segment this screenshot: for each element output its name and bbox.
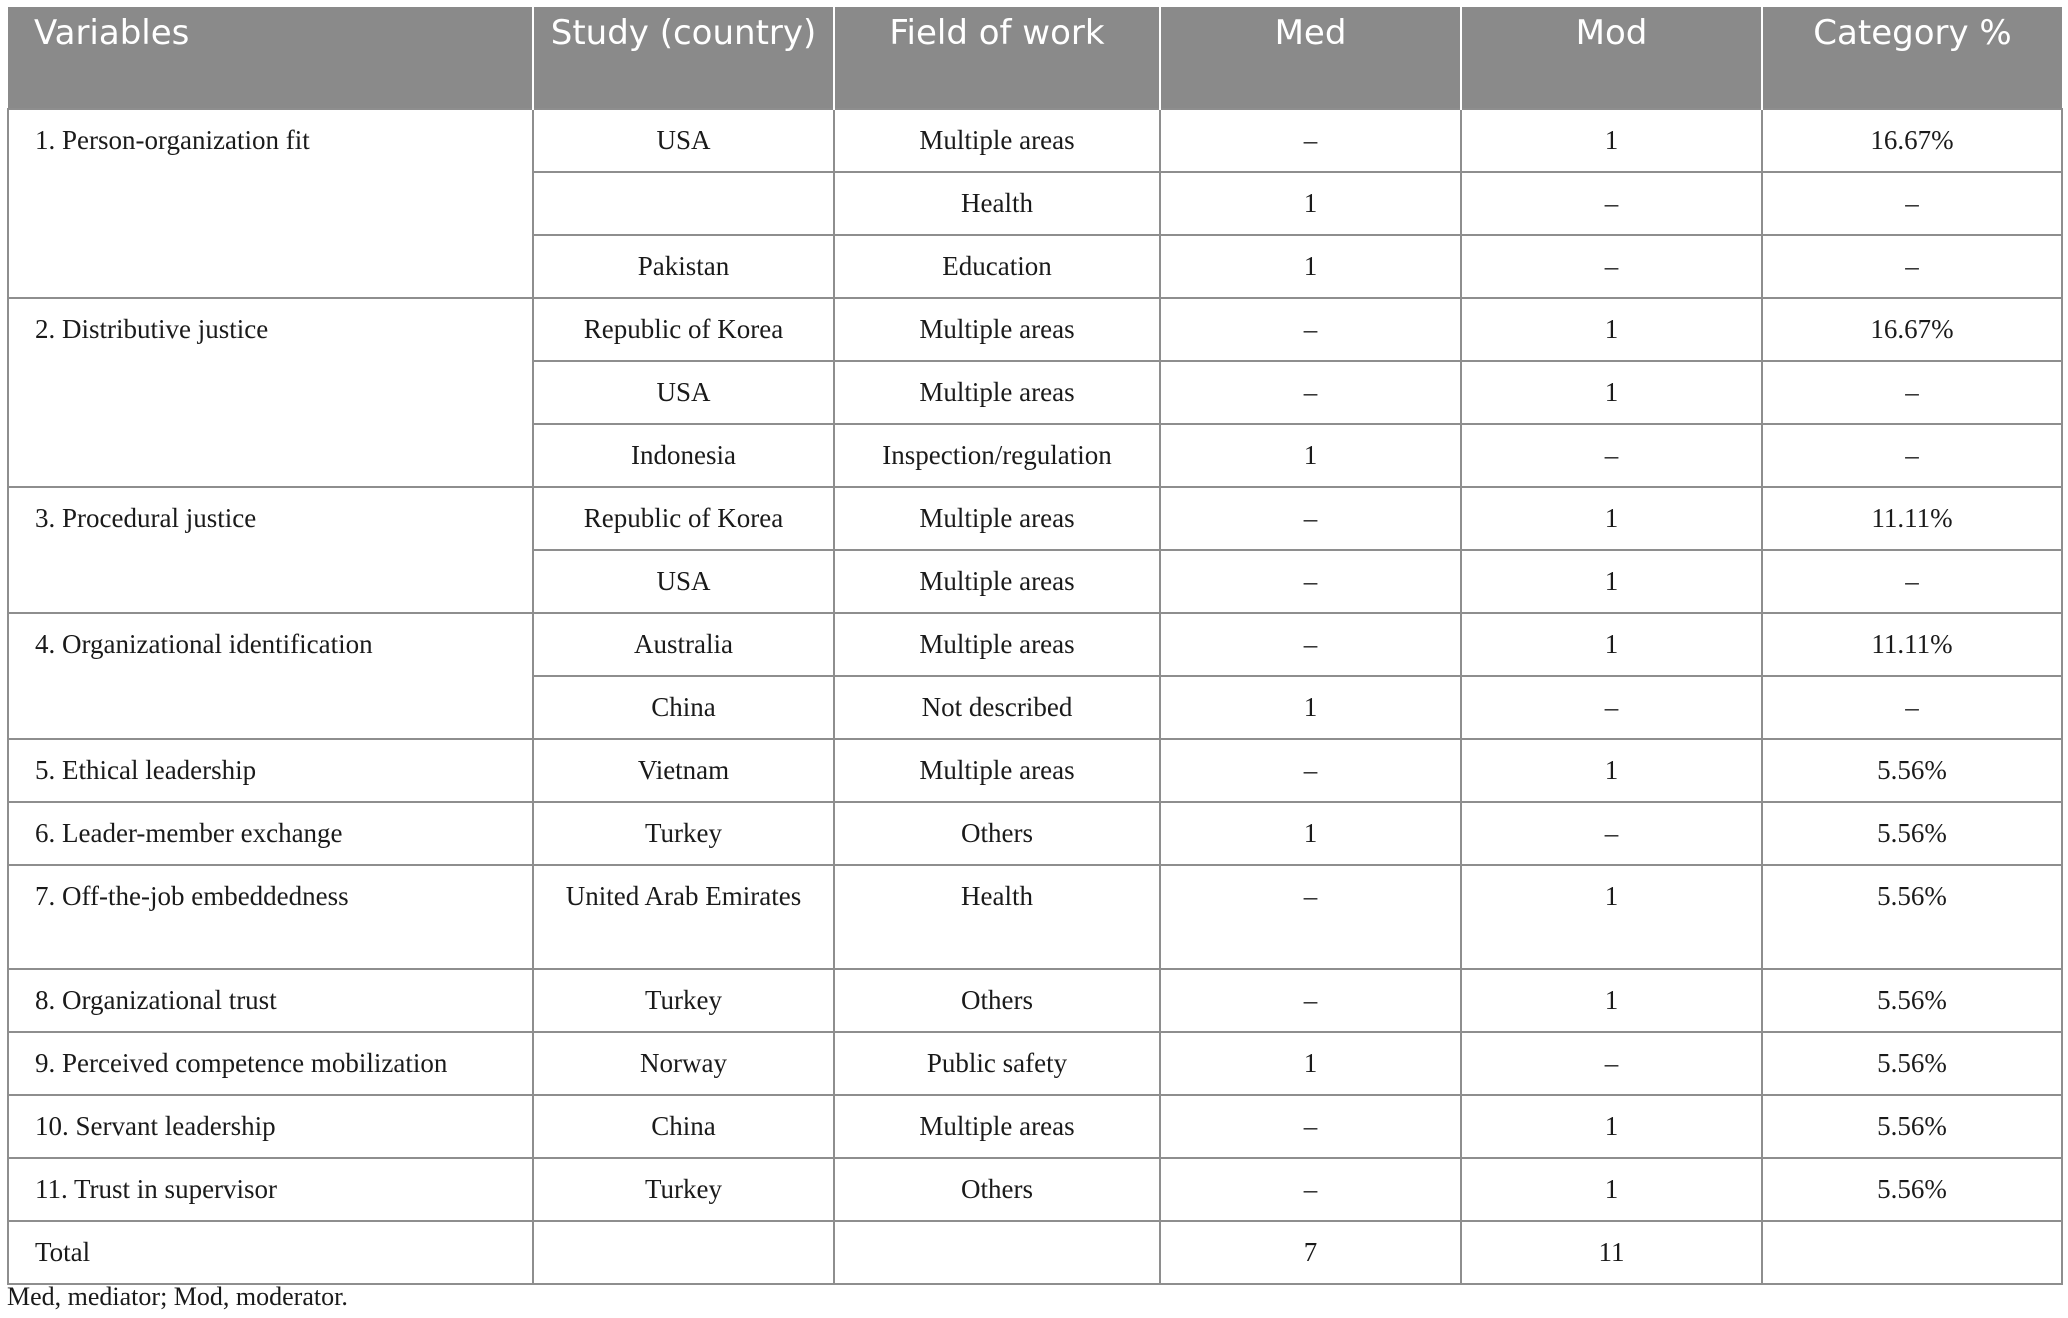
study-country-cell: Turkey [533,969,834,1032]
mod-cell: 1 [1461,550,1762,613]
field-of-work-cell: Education [834,235,1160,298]
variable-cell: 9. Perceived competence mobilization [8,1032,533,1095]
mod-cell: 1 [1461,739,1762,802]
med-cell: 1 [1160,802,1461,865]
variable-cell: 1. Person-organization fit [8,109,533,298]
category-percent-cell: 5.56% [1762,802,2062,865]
mod-cell: – [1461,676,1762,739]
total-mod-cell: 11 [1461,1221,1762,1284]
med-cell: – [1160,109,1461,172]
variable-cell: 6. Leader-member exchange [8,802,533,865]
header-mod: Mod [1461,7,1762,109]
variable-cell: 4. Organizational identification [8,613,533,739]
category-percent-cell: 5.56% [1762,739,2062,802]
field-of-work-cell: Others [834,1158,1160,1221]
table-body [8,109,2062,1284]
med-cell: 1 [1160,235,1461,298]
mod-cell: 1 [1461,969,1762,1032]
variable-cell: 5. Ethical leadership [8,739,533,802]
header-category-percent: Category % [1762,7,2062,109]
total-field-cell [834,1221,1160,1284]
field-of-work-cell: Multiple areas [834,1095,1160,1158]
category-percent-cell: 11.11% [1762,487,2062,550]
category-percent-cell: – [1762,235,2062,298]
study-country-cell: United Arab Emirates [533,865,834,969]
study-country-cell: Indonesia [533,424,834,487]
header-study-country: Study (country) [533,7,834,109]
med-cell: – [1160,865,1461,969]
category-percent-cell: 11.11% [1762,613,2062,676]
field-of-work-cell: Multiple areas [834,298,1160,361]
mod-cell: 1 [1461,1158,1762,1221]
field-of-work-cell: Multiple areas [834,613,1160,676]
variable-cell: 11. Trust in supervisor [8,1158,533,1221]
category-percent-cell: 5.56% [1762,865,2062,969]
category-percent-cell: 16.67% [1762,109,2062,172]
category-percent-cell: – [1762,172,2062,235]
field-of-work-cell: Others [834,802,1160,865]
table-row [8,1032,2062,1095]
field-of-work-cell: Public safety [834,1032,1160,1095]
field-of-work-cell: Multiple areas [834,550,1160,613]
study-country-cell: USA [533,550,834,613]
category-percent-cell: – [1762,550,2062,613]
field-of-work-cell: Multiple areas [834,361,1160,424]
study-country-cell: China [533,676,834,739]
total-study-cell [533,1221,834,1284]
med-cell: – [1160,487,1461,550]
table-row [8,802,2062,865]
data-table-container [7,7,2061,1285]
table-row [8,109,2062,172]
variable-cell: 10. Servant leadership [8,1095,533,1158]
table-row [8,865,2062,969]
total-med-cell: 7 [1160,1221,1461,1284]
mod-cell: 1 [1461,361,1762,424]
mod-cell: 1 [1461,865,1762,969]
table-row [8,1158,2062,1221]
med-cell: 1 [1160,1032,1461,1095]
study-country-cell: USA [533,109,834,172]
med-cell: 1 [1160,676,1461,739]
variable-cell: 7. Off-the-job embeddedness [8,865,533,969]
mod-cell: – [1461,424,1762,487]
header-variables: Variables [8,7,533,109]
category-percent-cell: 5.56% [1762,1158,2062,1221]
study-country-cell: Vietnam [533,739,834,802]
study-country-cell [533,172,834,235]
variable-cell: 3. Procedural justice [8,487,533,613]
study-country-cell: China [533,1095,834,1158]
med-cell: – [1160,298,1461,361]
field-of-work-cell: Not described [834,676,1160,739]
study-country-cell: USA [533,361,834,424]
table-footnote: Med, mediator; Mod, moderator. [7,1282,348,1311]
field-of-work-cell: Health [834,172,1160,235]
study-country-cell: Turkey [533,802,834,865]
table-header [8,7,2062,109]
category-percent-cell: – [1762,424,2062,487]
mod-cell: 1 [1461,109,1762,172]
med-cell: – [1160,361,1461,424]
category-percent-cell: 5.56% [1762,969,2062,1032]
study-country-cell: Turkey [533,1158,834,1221]
table-row [8,487,2062,550]
mod-cell: – [1461,235,1762,298]
total-label-cell: Total [8,1221,533,1284]
mod-cell: 1 [1461,1095,1762,1158]
variable-cell: 2. Distributive justice [8,298,533,487]
category-percent-cell: 5.56% [1762,1032,2062,1095]
table-row [8,1095,2062,1158]
study-country-cell: Australia [533,613,834,676]
study-country-cell: Pakistan [533,235,834,298]
med-cell: – [1160,1095,1461,1158]
total-category-cell [1762,1221,2062,1284]
category-percent-cell: – [1762,676,2062,739]
field-of-work-cell: Multiple areas [834,487,1160,550]
mod-cell: 1 [1461,613,1762,676]
category-percent-cell: 16.67% [1762,298,2062,361]
table-row [8,298,2062,361]
study-country-cell: Norway [533,1032,834,1095]
study-country-cell: Republic of Korea [533,487,834,550]
mod-cell: – [1461,1032,1762,1095]
study-country-cell: Republic of Korea [533,298,834,361]
variables-table [7,7,2063,1285]
field-of-work-cell: Health [834,865,1160,969]
header-row [8,7,2062,109]
table-row [8,613,2062,676]
mod-cell: 1 [1461,298,1762,361]
med-cell: – [1160,739,1461,802]
mod-cell: – [1461,802,1762,865]
header-field-of-work: Field of work [834,7,1160,109]
mod-cell: 1 [1461,487,1762,550]
variable-cell: 8. Organizational trust [8,969,533,1032]
field-of-work-cell: Multiple areas [834,109,1160,172]
med-cell: – [1160,1158,1461,1221]
field-of-work-cell: Inspection/regulation [834,424,1160,487]
table-row [8,969,2062,1032]
med-cell: – [1160,969,1461,1032]
category-percent-cell: – [1762,361,2062,424]
med-cell: 1 [1160,424,1461,487]
field-of-work-cell: Multiple areas [834,739,1160,802]
total-row [8,1221,2062,1284]
category-percent-cell: 5.56% [1762,1095,2062,1158]
med-cell: – [1160,613,1461,676]
field-of-work-cell: Others [834,969,1160,1032]
med-cell: 1 [1160,172,1461,235]
table-row [8,739,2062,802]
header-med: Med [1160,7,1461,109]
mod-cell: – [1461,172,1762,235]
med-cell: – [1160,550,1461,613]
